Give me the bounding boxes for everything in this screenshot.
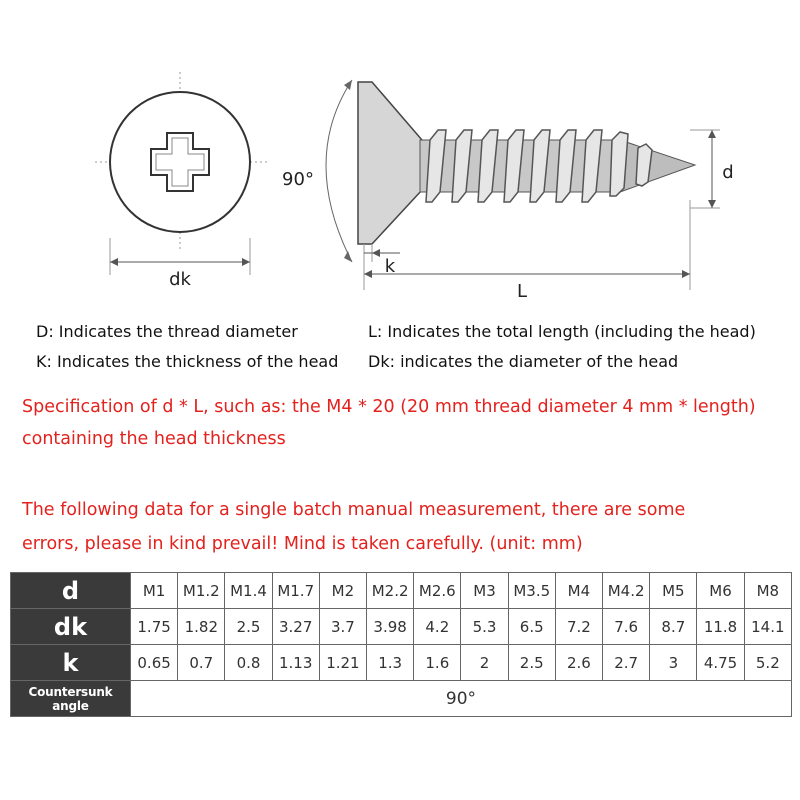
screw-head-top-view [95, 72, 270, 275]
cell-d: M2.6 [414, 573, 461, 609]
cell-k: 1.13 [272, 645, 319, 681]
cell-k: 5.2 [744, 645, 791, 681]
dk-label: dk [169, 269, 191, 290]
legend-dk: Dk: indicates the diameter of the head [368, 352, 679, 371]
cell-dk: 8.7 [650, 609, 697, 645]
row-dk [11, 609, 792, 645]
spec-note-line2: containing the head thickness [22, 429, 286, 449]
spec-note-line1: Specification of d * L, such as: the M4 * 20 (20 mm thread diameter 4 mm * length) [22, 397, 756, 417]
row-header-countersunk-angle: Countersunk angle [11, 681, 131, 717]
legend-L: L: Indicates the total length (including the head) [368, 322, 756, 341]
cell-dk: 7.2 [555, 609, 602, 645]
legend-d: D: Indicates the thread diameter [36, 322, 298, 341]
screw-side-view [358, 82, 695, 244]
cell-d: M3.5 [508, 573, 555, 609]
data-note-line1: The following data for a single batch manual measurement, there are some [22, 500, 686, 520]
cell-k: 1.6 [414, 645, 461, 681]
cell-k: 0.65 [131, 645, 178, 681]
cell-k: 2.7 [603, 645, 650, 681]
cell-d: M2 [319, 573, 366, 609]
d-label: d [722, 162, 734, 183]
L-label: L [516, 281, 528, 302]
angle-label: 90° [282, 169, 314, 190]
cell-dk: 5.3 [461, 609, 508, 645]
cell-dk: 3.7 [319, 609, 366, 645]
d-dimension [690, 130, 720, 208]
cell-k: 2 [461, 645, 508, 681]
cell-dk: 7.6 [603, 609, 650, 645]
cell-k: 1.21 [319, 645, 366, 681]
screw-dimension-diagram [0, 0, 800, 310]
k-L-dimensions [364, 200, 690, 290]
cell-d: M1 [131, 573, 178, 609]
cell-dk: 3.27 [272, 609, 319, 645]
cell-d: M5 [650, 573, 697, 609]
cell-dk: 1.82 [178, 609, 225, 645]
cell-k: 3 [650, 645, 697, 681]
data-note-line2: errors, please in kind prevail! Mind is taken carefully. (unit: mm) [22, 534, 583, 554]
row-header-k: k [11, 645, 131, 681]
cell-d: M1.4 [225, 573, 272, 609]
row-d [11, 573, 792, 609]
cell-k: 0.8 [225, 645, 272, 681]
cell-d: M1.7 [272, 573, 319, 609]
k-label: k [384, 256, 396, 277]
cell-dk: 11.8 [697, 609, 744, 645]
cell-dk: 14.1 [744, 609, 791, 645]
dimension-table [10, 572, 792, 717]
cell-k: 2.5 [508, 645, 555, 681]
cell-k: 4.75 [697, 645, 744, 681]
cell-d: M1.2 [178, 573, 225, 609]
cell-d: M2.2 [367, 573, 414, 609]
cell-dk: 2.5 [225, 609, 272, 645]
cell-k: 1.3 [367, 645, 414, 681]
cell-d: M4 [555, 573, 602, 609]
row-countersunk-angle [11, 681, 792, 717]
legend-k: K: Indicates the thickness of the head [36, 352, 339, 371]
row-header-dk: dk [11, 609, 131, 645]
row-k [11, 645, 792, 681]
cell-dk: 1.75 [131, 609, 178, 645]
cell-d: M3 [461, 573, 508, 609]
cell-dk: 3.98 [367, 609, 414, 645]
cell-d: M8 [744, 573, 791, 609]
cell-k: 2.6 [555, 645, 602, 681]
row-header-d: d [11, 573, 131, 609]
cell-d: M6 [697, 573, 744, 609]
cell-d: M4.2 [603, 573, 650, 609]
cell-dk: 4.2 [414, 609, 461, 645]
cell-countersunk-angle: 90° [131, 681, 792, 717]
countersunk-angle-arc [326, 80, 352, 262]
cell-k: 0.7 [178, 645, 225, 681]
cell-dk: 6.5 [508, 609, 555, 645]
